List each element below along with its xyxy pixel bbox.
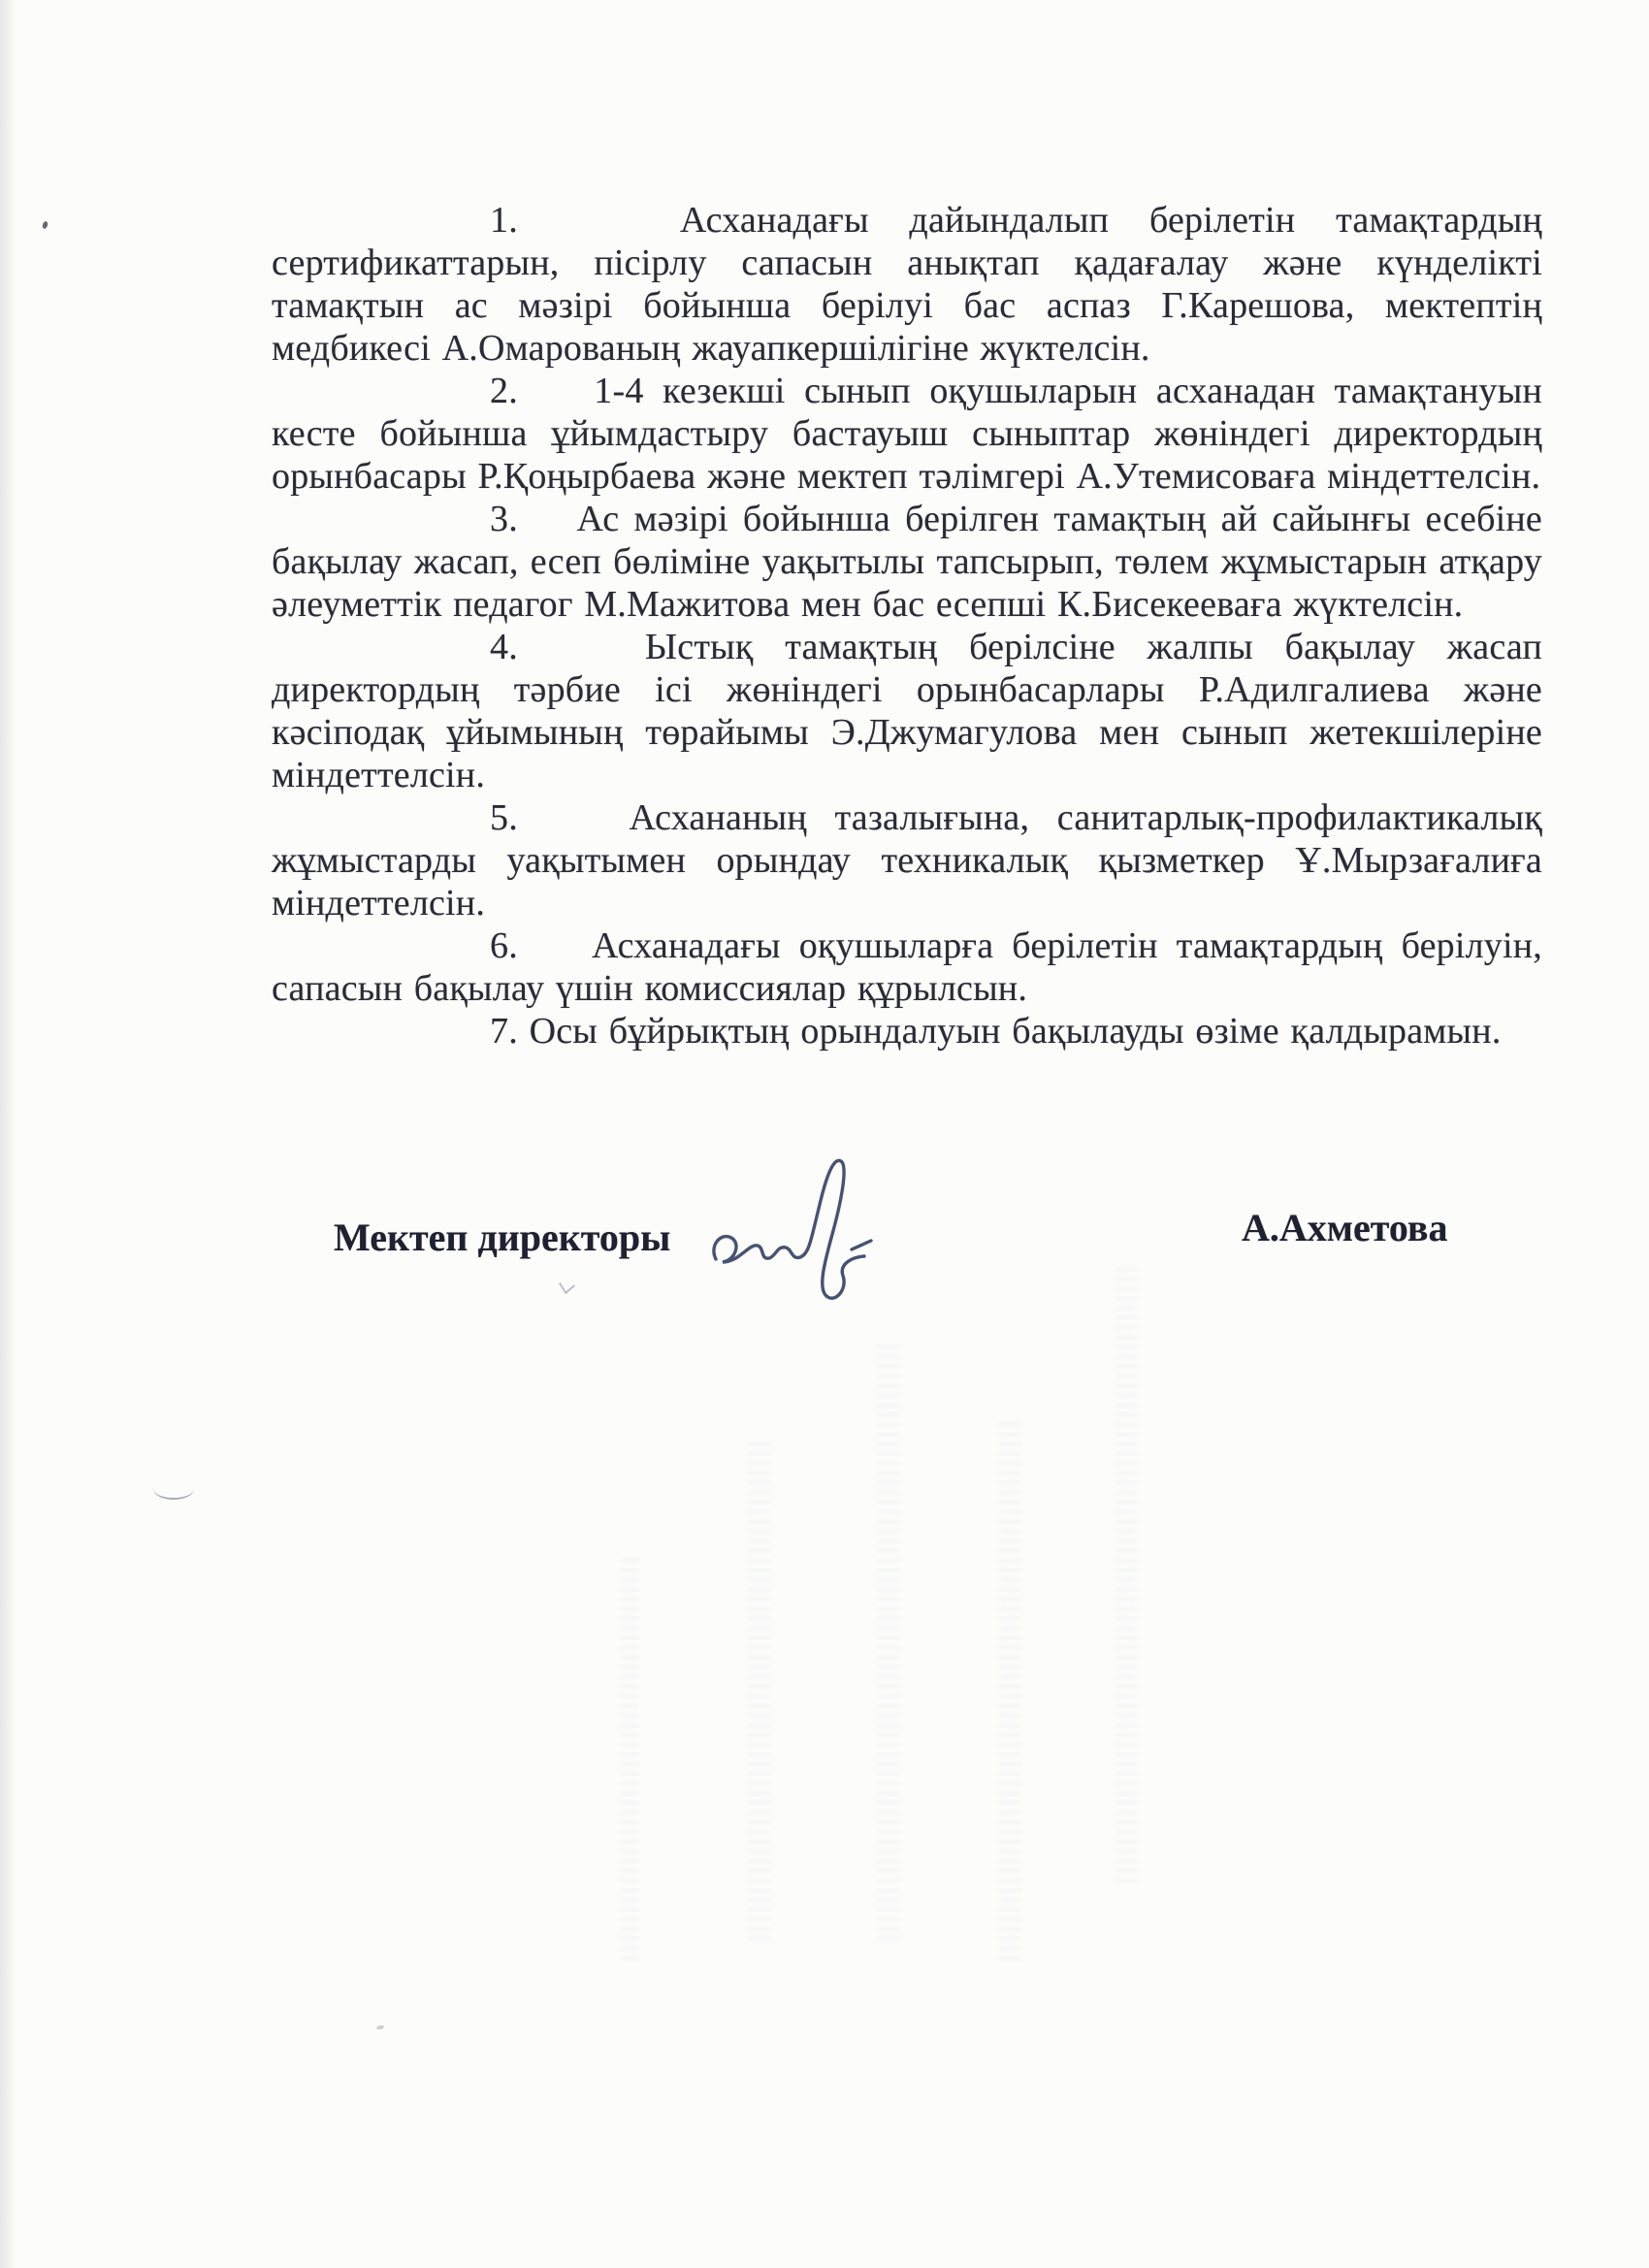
scan-edge-shadow — [0, 0, 16, 2268]
director-title: Мектеп директоры — [334, 1215, 671, 1259]
order-item-3: 3. Ас мәзірі бойынша берілген тамақтың ай сайынғы есебіне бақылау жасап, есеп бөліміне уақытылы тапсырып, төлем жұмыстарын атқару әлеуметтік педагог М.Мажитова мен бас есепші К.Бисекееваға жүктелсін. — [272, 499, 1542, 625]
scan-speck — [42, 220, 48, 229]
bleed-through-artifact — [621, 1552, 640, 1960]
scan-speck — [559, 1276, 575, 1294]
bleed-through-artifact — [747, 1436, 770, 1940]
order-item-2: 2. 1-4 кезекші сынып оқушыларын асханадан тамақтануын кесте бойынша ұйымдастыру бастауыш сыныптар жөніндегі директордың орынбасары Р.Қоңырбаева және мектеп тәлімгері А.Утемисоваға міндеттелсін. — [272, 371, 1542, 497]
order-body — [272, 199, 1542, 1053]
bleed-through-artifact — [1116, 1261, 1137, 1882]
order-item-4: 4. Ыстық тамақтың берілсіне жалпы бақылау жасап директордың тәрбие ісі жөніндегі орынбасарлары Р.Адилгалиева және кәсіподақ ұйымының төрайымы Э.Джумагулова мен сынып жетекшілеріне міндеттелсін. — [272, 627, 1542, 795]
pen-mark-artifact — [153, 1478, 194, 1500]
director-name: А.Ахметова — [1242, 1206, 1448, 1249]
handwritten-signature-icon — [704, 1143, 889, 1317]
order-item-5: 5. Асхананың тазалығына, санитарлық-профилактикалық жұмыстарды уақытымен орындау техникалық қызметкер Ұ.Мырзағалиға міндеттелсін. — [272, 797, 1542, 923]
order-item-1: 1. Асханадағы дайындалып берілетін тамақтардың сертификаттарын, пісірлу сапасын анықтап қадағалау және күнделікті тамақтын ас мәзірі бойынша берілуі бас аспаз Г.Карешова, мектептің медбикесі А.Омарованың жауапкершілігіне жүктелсін. — [272, 200, 1542, 369]
order-item-7: 7. Осы бұйрықтың орындалуын бақылауды өзіме қалдырамын. — [490, 1011, 1502, 1052]
bleed-through-artifact — [878, 1339, 899, 1940]
scan-speck — [376, 2025, 385, 2030]
bleed-through-artifact — [999, 1416, 1022, 1960]
order-item-6: 6. Асханадағы оқушыларға берілетін тамақтардың берілуін, сапасын бақылау үшін комиссиялар құрылсын. — [272, 925, 1542, 1009]
